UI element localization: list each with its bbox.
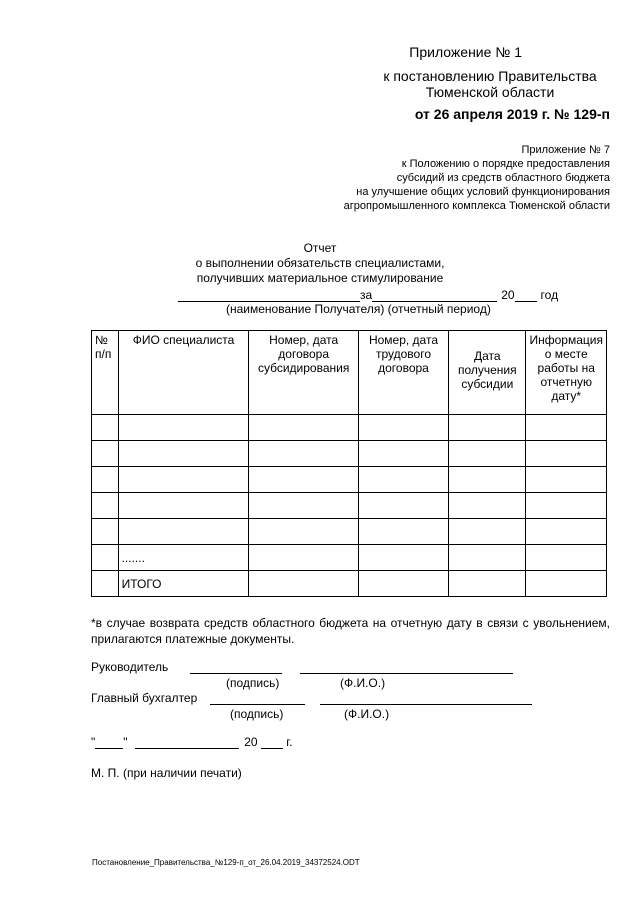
table-row [92, 519, 607, 545]
accountant-signature-line[interactable] [210, 704, 305, 705]
month-blank[interactable] [135, 736, 239, 749]
god-label: год [540, 288, 559, 302]
footnote: *в случае возврата средств областного бюджета на отчетную дату в связи с увольнением, прилагаются платежные документы. [91, 616, 610, 646]
table-header-row [92, 331, 607, 415]
fio-caption: (Ф.И.О.) [340, 676, 386, 690]
appendix-7-line: субсидий из средств областного бюджета [396, 172, 610, 184]
ellipsis-cell: ....... [118, 545, 249, 571]
appendix-7-line: агропромышленного комплекса Тюменской области [343, 200, 610, 212]
accountant-label: Главный бухгалтер [91, 691, 198, 705]
report-table [91, 330, 607, 597]
report-title-line: получивших материальное стимулирование [196, 271, 444, 285]
year-blank[interactable] [515, 289, 537, 302]
appendix-7-block [270, 143, 610, 213]
year-blank[interactable] [261, 736, 283, 749]
report-title [0, 241, 640, 286]
head-fio-line[interactable] [300, 673, 513, 674]
col-header-number: № п/п [92, 331, 119, 415]
year-prefix: 20 [501, 288, 515, 302]
accountant-fio-line[interactable] [320, 704, 532, 705]
appendix-7-line: на улучшение общих условий функционирования [356, 186, 610, 198]
col-header-subsidy-date: Дата получения субсидии [449, 331, 526, 415]
za-label: за [360, 288, 373, 302]
signature-caption: (подпись) [226, 676, 280, 690]
fio-caption: (Ф.И.О.) [344, 707, 390, 721]
head-label: Руководитель [91, 660, 169, 674]
col-header-workplace-info: Информация о месте работы на отчетную дату* [526, 331, 607, 415]
resolution-reference: к постановлению Правительства Тюменской области [383, 68, 597, 100]
head-signature-line[interactable] [190, 673, 282, 674]
day-blank[interactable] [95, 736, 123, 749]
appendix-7-line: к Положению о порядке предоставления [401, 158, 610, 170]
recipient-period-line [178, 288, 568, 302]
col-header-subsidy-contract: Номер, дата договора субсидирования [249, 331, 358, 415]
document-footer: Постановление_Правительства_№129-п_от_26.04.2019_34372524.ODT [92, 858, 360, 867]
appendix-1-title: Приложение № 1 [409, 44, 522, 60]
seal-label: М. П. (при наличии печати) [91, 766, 242, 780]
report-title-line: о выполнении обязательств специалистами, [195, 256, 445, 270]
table-row [92, 493, 607, 519]
date-line: " " 20 г. [91, 735, 293, 749]
period-blank[interactable] [372, 289, 497, 302]
col-header-labor-contract: Номер, дата трудового договора [358, 331, 448, 415]
signature-caption: (подпись) [230, 707, 284, 721]
recipient-name-blank[interactable] [178, 289, 360, 302]
total-label: ИТОГО [118, 571, 249, 597]
report-title-line: Отчет [303, 241, 337, 255]
table-row [92, 415, 607, 441]
col-header-fio: ФИО специалиста [118, 331, 249, 415]
table-row-total [92, 571, 607, 597]
table-row [92, 441, 607, 467]
appendix-7-line: Приложение № 7 [521, 144, 610, 156]
table-row-ellipsis [92, 545, 607, 571]
table-row [92, 467, 607, 493]
resolution-date-number: от 26 апреля 2019 г. № 129-п [414, 106, 610, 122]
recipient-period-captions: (наименование Получателя) (отчетный период) [226, 302, 491, 316]
